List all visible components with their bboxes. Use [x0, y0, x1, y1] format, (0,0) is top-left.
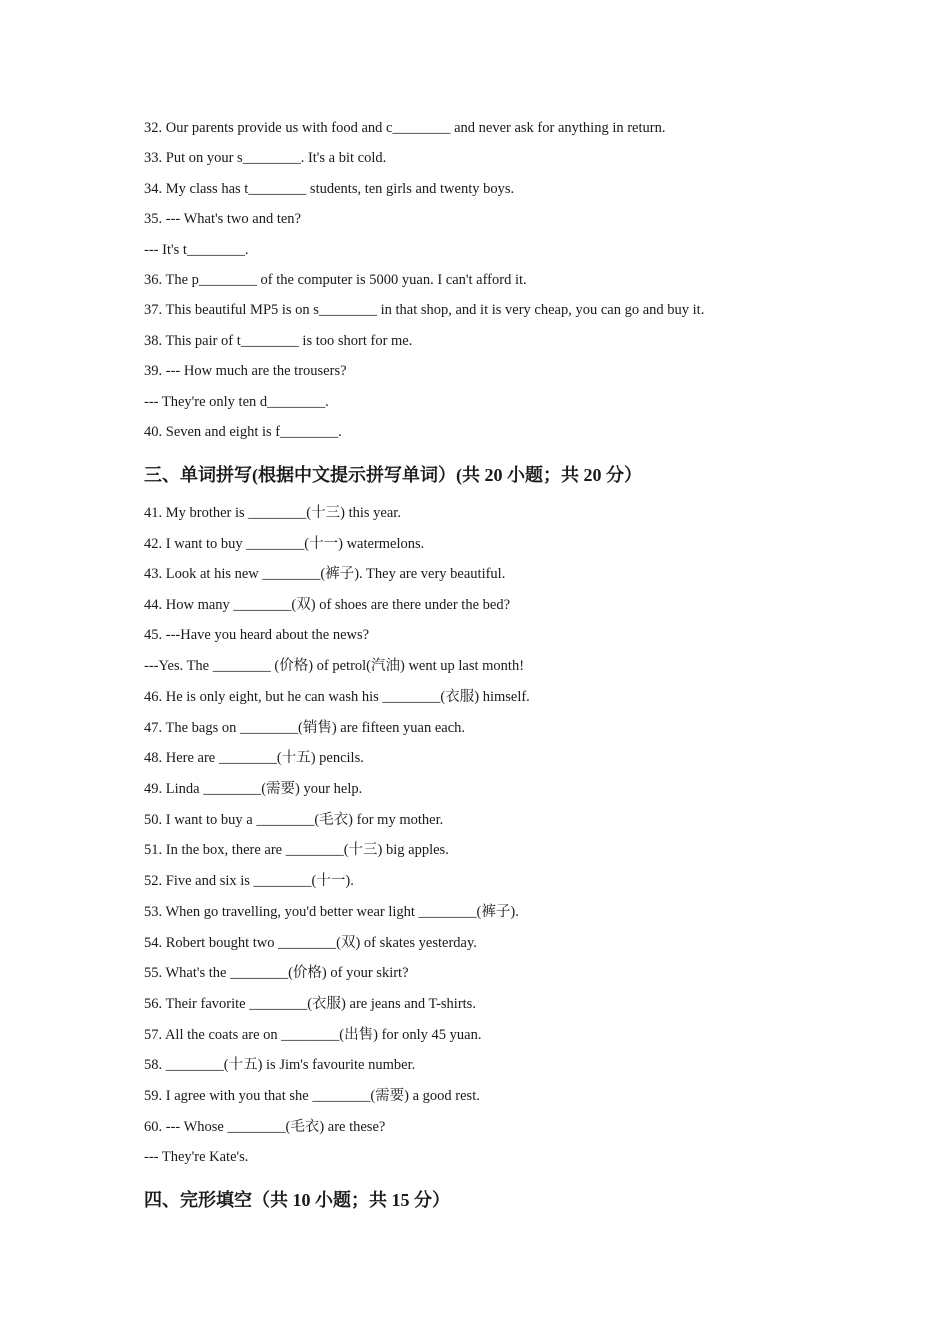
question-46: 46. He is only eight, but he can wash his ________(衣服) himself. [144, 689, 530, 705]
question-53: 53. When go travelling, you'd better wear light ________(裤子). [144, 904, 519, 920]
question-52: 52. Five and six is ________(十一). [144, 873, 354, 889]
question-44: 44. How many ________(双) of shoes are there under the bed? [144, 597, 511, 613]
question-39-answer: --- They're only ten d________. [144, 394, 329, 410]
question-43: 43. Look at his new ________(裤子). They are very beautiful. [144, 566, 506, 582]
question-60: 60. --- Whose ________(毛衣) are these? [144, 1119, 386, 1135]
question-41: 41. My brother is ________(十三) this year. [144, 505, 401, 521]
question-39: 39. --- How much are the trousers? [144, 363, 347, 379]
question-60-answer: --- They're Kate's. [144, 1149, 249, 1165]
question-59: 59. I agree with you that she ________(需要) a good rest. [144, 1088, 480, 1104]
question-32: 32. Our parents provide us with food and c________ and never ask for anything in return. [144, 120, 666, 136]
question-42: 42. I want to buy ________(十一) watermelons. [144, 536, 425, 552]
section-four-heading: 四、完形填空（共 10 小题；共 15 分） [144, 1190, 450, 1210]
question-51: 51. In the box, there are ________(十三) big apples. [144, 842, 449, 858]
question-58: 58. ________(十五) is Jim's favourite number. [144, 1057, 416, 1073]
section-three-heading: 三、单词拼写(根据中文提示拼写单词）(共 20 小题；共 20 分） [144, 465, 642, 485]
question-47: 47. The bags on ________(销售) are fifteen yuan each. [144, 720, 466, 736]
question-38: 38. This pair of t________ is too short for me. [144, 333, 413, 349]
question-45: 45. ---Have you heard about the news? [144, 627, 370, 643]
question-36: 36. The p________ of the computer is 5000 yuan. I can't afford it. [144, 272, 527, 288]
question-55: 55. What's the ________(价格) of your skirt? [144, 965, 409, 981]
question-57: 57. All the coats are on ________(出售) for only 45 yuan. [144, 1027, 482, 1043]
question-45-answer: ---Yes. The ________ (价格) of petrol(汽油) went up last month! [144, 658, 525, 674]
question-33: 33. Put on your s________. It's a bit cold. [144, 150, 387, 166]
question-56: 56. Their favorite ________(衣服) are jeans and T-shirts. [144, 996, 476, 1012]
question-49: 49. Linda ________(需要) your help. [144, 781, 363, 797]
question-37: 37. This beautiful MP5 is on s________ in that shop, and it is very cheap, you can go and buy it. [144, 302, 705, 318]
question-35: 35. --- What's two and ten? [144, 211, 301, 227]
question-48: 48. Here are ________(十五) pencils. [144, 750, 364, 766]
question-50: 50. I want to buy a ________(毛衣) for my mother. [144, 812, 444, 828]
question-40: 40. Seven and eight is f________. [144, 424, 342, 440]
question-54: 54. Robert bought two ________(双) of skates yesterday. [144, 935, 477, 951]
question-35-answer: --- It's t________. [144, 242, 249, 258]
question-34: 34. My class has t________ students, ten girls and twenty boys. [144, 181, 515, 197]
